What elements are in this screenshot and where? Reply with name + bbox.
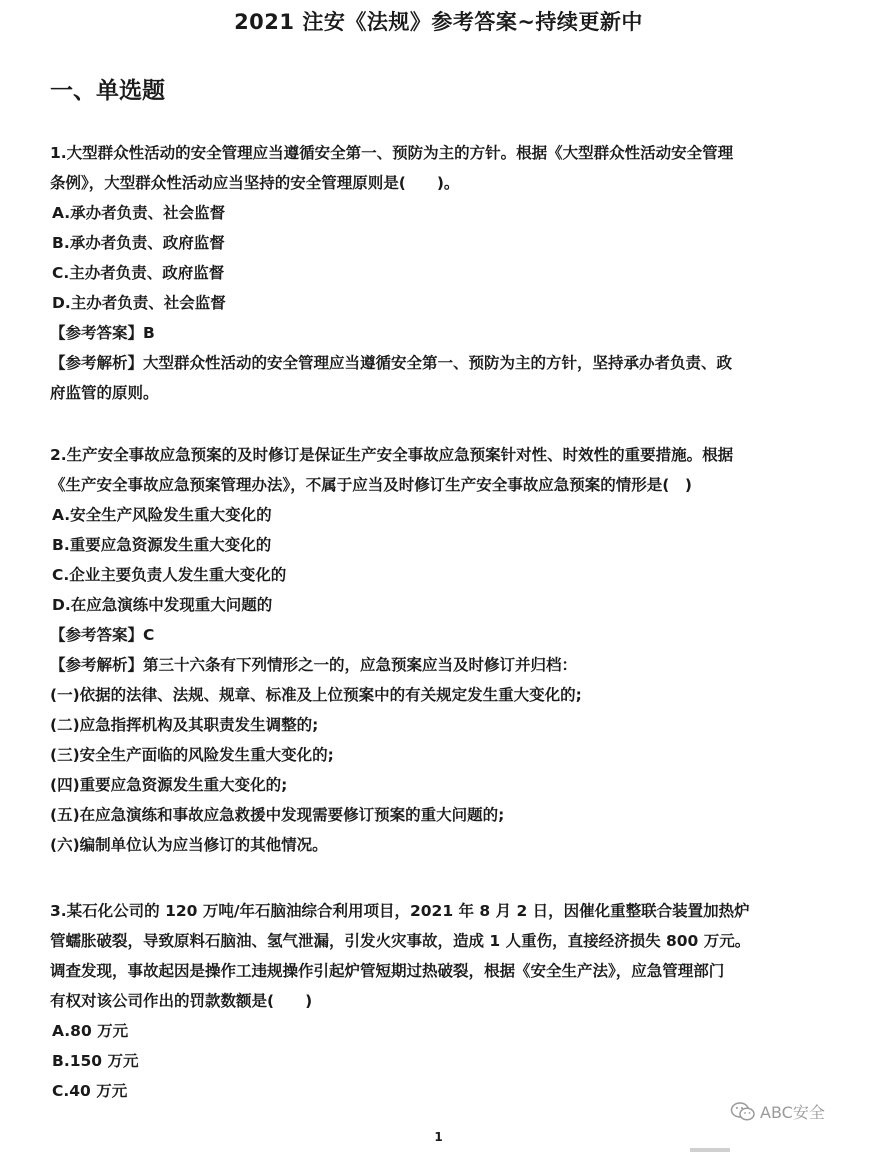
option-a: A.安全生产风险发生重大变化的 bbox=[52, 506, 272, 524]
option-c: C.40 万元 bbox=[52, 1082, 128, 1100]
reference-answer: 【参考答案】C bbox=[50, 626, 155, 644]
option-b: B.承办者负责、政府监督 bbox=[52, 234, 225, 252]
option-d: D.主办者负责、社会监督 bbox=[52, 294, 226, 312]
reference-analysis-line: 府监管的原则。 bbox=[50, 384, 159, 402]
question-stem-line: 1.大型群众性活动的安全管理应当遵循安全第一、预防为主的方针。根据《大型群众性活动安全管理 bbox=[50, 144, 734, 162]
question-stem-line: 2.生产安全事故应急预案的及时修订是保证生产安全事故应急预案针对性、时效性的重要措施。根据 bbox=[50, 446, 734, 464]
question-stem-line: 3.某石化公司的 120 万吨/年石脑油综合利用项目，2021 年 8 月 2 日，因催化重整联合装置加热炉 bbox=[50, 902, 750, 920]
option-d: D.在应急演练中发现重大问题的 bbox=[52, 596, 273, 614]
page-number: 1 bbox=[434, 1130, 443, 1144]
question-stem-line: 调查发现，事故起因是操作工违规操作引起炉管短期过热破裂，根据《安全生产法》，应急管理部门 bbox=[50, 962, 725, 980]
document-title: 2021 注安《法规》参考答案~持续更新中 bbox=[234, 10, 643, 34]
reference-analysis-line: (三)安全生产面临的风险发生重大变化的; bbox=[50, 746, 334, 764]
option-c: C.主办者负责、政府监督 bbox=[52, 264, 225, 282]
reference-analysis-line: 【参考解析】大型群众性活动的安全管理应当遵循安全第一、预防为主的方针，坚持承办者负责、政 bbox=[50, 354, 733, 372]
question-stem-line: 《生产安全事故应急预案管理办法》，不属于应当及时修订生产安全事故应急预案的情形是( ) bbox=[50, 476, 692, 494]
option-b: B.150 万元 bbox=[52, 1052, 139, 1070]
wechat-icon bbox=[730, 1101, 756, 1123]
option-a: A.承办者负责、社会监督 bbox=[52, 204, 226, 222]
reference-analysis-line: (五)在应急演练和事故应急救援中发现需要修订预案的重大问题的; bbox=[50, 806, 505, 824]
question-stem-line: 有权对该公司作出的罚款数额是( ) bbox=[50, 992, 313, 1010]
question-1 bbox=[50, 138, 835, 408]
option-c: C.企业主要负责人发生重大变化的 bbox=[52, 566, 287, 584]
section-heading: 一、单选题 bbox=[50, 78, 165, 104]
question-stem-line: 管蠕胀破裂，导致原料石脑油、氢气泄漏，引发火灾事故，造成 1 人重伤，直接经济损失 800 万元。 bbox=[50, 932, 751, 950]
watermark-text: ABC安全 bbox=[760, 1103, 825, 1122]
question-stem-line: 条例》，大型群众性活动应当坚持的安全管理原则是( )。 bbox=[50, 174, 460, 192]
scan-artifact bbox=[690, 1148, 730, 1152]
reference-analysis-line: (二)应急指挥机构及其职责发生调整的; bbox=[50, 716, 319, 734]
reference-answer: 【参考答案】B bbox=[50, 324, 155, 342]
option-b: B.重要应急资源发生重大变化的 bbox=[52, 536, 272, 554]
watermark bbox=[730, 1100, 825, 1123]
reference-analysis-line: (四)重要应急资源发生重大变化的; bbox=[50, 776, 288, 794]
reference-analysis-line: (一)依据的法律、法规、规章、标准及上位预案中的有关规定发生重大变化的; bbox=[50, 686, 582, 704]
reference-analysis-line: (六)编制单位认为应当修订的其他情况。 bbox=[50, 836, 328, 854]
question-3 bbox=[50, 896, 835, 1106]
option-a: A.80 万元 bbox=[52, 1022, 129, 1040]
question-2 bbox=[50, 440, 835, 860]
reference-analysis-line: 【参考解析】第三十六条有下列情形之一的，应急预案应当及时修订并归档： bbox=[50, 656, 578, 674]
